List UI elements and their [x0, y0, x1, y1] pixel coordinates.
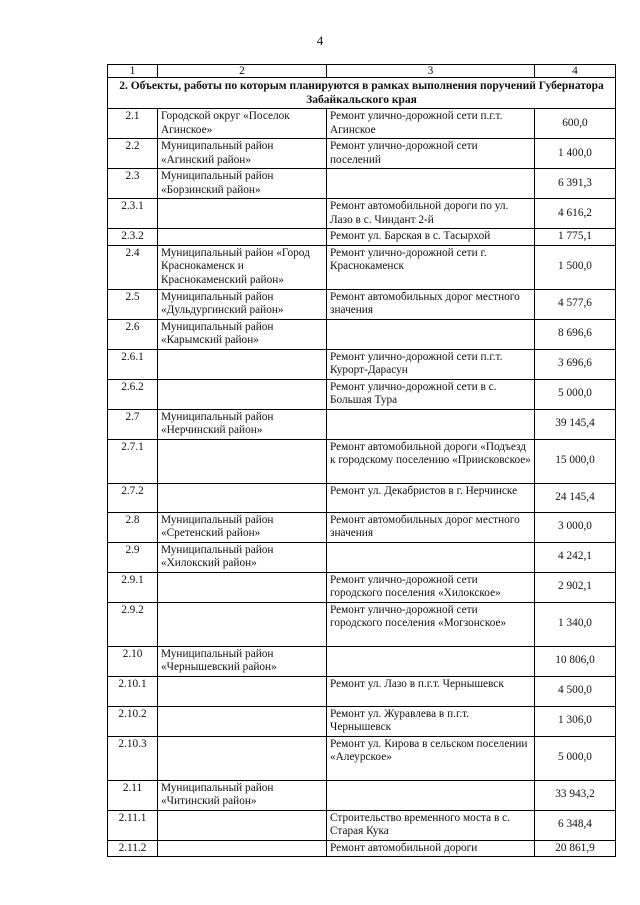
work-description — [327, 542, 535, 572]
district-name: Муниципальный район «Дульдургинский район» — [158, 289, 327, 319]
district-name — [158, 736, 327, 780]
row-number: 2.6.1 — [108, 349, 158, 379]
work-description: Ремонт автомобильных дорог местного значения — [327, 289, 535, 319]
work-description — [327, 409, 535, 439]
amount-value: 6 348,4 — [535, 810, 616, 840]
amount-value: 8 696,6 — [535, 319, 616, 349]
amount-value: 5 000,0 — [535, 379, 616, 409]
amount-value: 24 145,4 — [535, 483, 616, 512]
amount-value: 1 400,0 — [535, 139, 616, 169]
work-description: Ремонт ул. Кирова в сельском поселении «Алеурское» — [327, 736, 535, 780]
work-description: Ремонт улично-дорожной сети городского поселения «Могзонское» — [327, 602, 535, 646]
column-number: 1 — [108, 65, 158, 78]
work-description — [327, 780, 535, 810]
work-description — [327, 169, 535, 199]
district-name — [158, 349, 327, 379]
work-description: Ремонт улично-дорожной сети п.г.т. Курорт-Дарасун — [327, 349, 535, 379]
amount-value: 3 000,0 — [535, 512, 616, 542]
district-name: Городской округ «Поселок Агинское» — [158, 109, 327, 139]
work-description: Ремонт ул. Декабристов в г. Нерчинске — [327, 483, 535, 512]
amount-value: 4 500,0 — [535, 676, 616, 706]
row-number: 2.7.1 — [108, 439, 158, 483]
row-number: 2.11.1 — [108, 810, 158, 840]
row-number: 2.4 — [108, 245, 158, 289]
table-row — [108, 572, 616, 602]
row-number: 2.11 — [108, 780, 158, 810]
work-description — [327, 319, 535, 349]
row-number: 2.7 — [108, 409, 158, 439]
work-description: Ремонт автомобильной дороги по ул. Лазо в с. Чиндант 2-й — [327, 199, 535, 229]
amount-value: 4 242,1 — [535, 542, 616, 572]
district-name: Муниципальный район «Борзинский район» — [158, 169, 327, 199]
amount-value: 6 391,3 — [535, 169, 616, 199]
work-description: Ремонт автомобильной дороги — [327, 840, 535, 857]
table-row — [108, 439, 616, 483]
district-name — [158, 379, 327, 409]
row-number: 2.8 — [108, 512, 158, 542]
work-description: Строительство временного моста в с. Старая Кука — [327, 810, 535, 840]
district-name — [158, 229, 327, 246]
district-name: Муниципальный район «Нерчинский район» — [158, 409, 327, 439]
district-name: Муниципальный район «Чернышевский район» — [158, 646, 327, 676]
row-number: 2.10 — [108, 646, 158, 676]
district-name: Муниципальный район «Карымский район» — [158, 319, 327, 349]
row-number: 2.10.3 — [108, 736, 158, 780]
amount-value: 2 902,1 — [535, 572, 616, 602]
table-row — [108, 349, 616, 379]
amount-value: 5 000,0 — [535, 736, 616, 780]
table-row — [108, 245, 616, 289]
row-number: 2.9.1 — [108, 572, 158, 602]
table-row — [108, 229, 616, 246]
row-number: 2.6.2 — [108, 379, 158, 409]
table-row — [108, 706, 616, 736]
table-row — [108, 810, 616, 840]
district-name — [158, 483, 327, 512]
district-name: Муниципальный район «Город Краснокаменск и Краснокаменский район» — [158, 245, 327, 289]
amount-value: 1 306,0 — [535, 706, 616, 736]
page-number: 4 — [316, 33, 324, 48]
district-name: Муниципальный район «Читинский район» — [158, 780, 327, 810]
amount-value: 4 577,6 — [535, 289, 616, 319]
district-name — [158, 439, 327, 483]
row-number: 2.5 — [108, 289, 158, 319]
amount-value: 3 696,6 — [535, 349, 616, 379]
table-row — [108, 319, 616, 349]
table-row — [108, 512, 616, 542]
amount-value: 20 861,9 — [535, 840, 616, 857]
work-description: Ремонт автомобильной дороги «Подъезд к городскому поселению «Приисковское» — [327, 439, 535, 483]
work-description: Ремонт автомобильных дорог местного значения — [327, 512, 535, 542]
row-number: 2.7.2 — [108, 483, 158, 512]
district-name — [158, 676, 327, 706]
table-row — [108, 289, 616, 319]
amount-value: 4 616,2 — [535, 199, 616, 229]
table-row — [108, 602, 616, 646]
table-row — [108, 780, 616, 810]
district-name — [158, 199, 327, 229]
table-row — [108, 736, 616, 780]
table-row — [108, 109, 616, 139]
amount-value: 600,0 — [535, 109, 616, 139]
table-row — [108, 409, 616, 439]
table-row — [108, 676, 616, 706]
work-description: Ремонт ул. Лазо в п.г.т. Чернышевск — [327, 676, 535, 706]
row-number: 2.3.1 — [108, 199, 158, 229]
amount-value: 1 775,1 — [535, 229, 616, 246]
section-title: 2. Объекты, работы по которым планируются в рамках выполнения поручений Губернатора Забайкальского края — [108, 78, 616, 109]
district-name — [158, 602, 327, 646]
amount-value: 10 806,0 — [535, 646, 616, 676]
column-number: 4 — [535, 65, 616, 78]
work-description: Ремонт улично-дорожной сети в с. Большая Тура — [327, 379, 535, 409]
work-description: Ремонт улично-дорожной сети городского поселения «Хилокское» — [327, 572, 535, 602]
row-number: 2.11.2 — [108, 840, 158, 857]
table-row — [108, 840, 616, 857]
work-description: Ремонт улично-дорожной сети г. Краснокаменск — [327, 245, 535, 289]
row-number: 2.3 — [108, 169, 158, 199]
table-row — [108, 169, 616, 199]
amount-value: 1 340,0 — [535, 602, 616, 646]
district-name — [158, 840, 327, 857]
work-description: Ремонт улично-дорожной сети поселений — [327, 139, 535, 169]
table-row — [108, 199, 616, 229]
column-number: 2 — [158, 65, 327, 78]
amount-value: 15 000,0 — [535, 439, 616, 483]
section-header-row — [108, 78, 616, 109]
district-name: Муниципальный район «Сретенский район» — [158, 512, 327, 542]
row-number: 2.6 — [108, 319, 158, 349]
row-number: 2.3.2 — [108, 229, 158, 246]
objects-table — [107, 64, 616, 857]
row-number: 2.10.1 — [108, 676, 158, 706]
column-number-row — [108, 65, 616, 78]
district-name: Муниципальный район «Агинский район» — [158, 139, 327, 169]
column-number: 3 — [327, 65, 535, 78]
table-row — [108, 542, 616, 572]
row-number: 2.2 — [108, 139, 158, 169]
table-row — [108, 483, 616, 512]
work-description: Ремонт улично-дорожной сети п.г.т. Агинское — [327, 109, 535, 139]
row-number: 2.9 — [108, 542, 158, 572]
row-number: 2.1 — [108, 109, 158, 139]
row-number: 2.10.2 — [108, 706, 158, 736]
row-number: 2.9.2 — [108, 602, 158, 646]
district-name: Муниципальный район «Хилокский район» — [158, 542, 327, 572]
table-row — [108, 139, 616, 169]
work-description — [327, 646, 535, 676]
table-row — [108, 379, 616, 409]
amount-value: 33 943,2 — [535, 780, 616, 810]
amount-value: 39 145,4 — [535, 409, 616, 439]
amount-value: 1 500,0 — [535, 245, 616, 289]
district-name — [158, 706, 327, 736]
table-row — [108, 646, 616, 676]
district-name — [158, 810, 327, 840]
work-description: Ремонт ул. Барская в с. Тасырхой — [327, 229, 535, 246]
district-name — [158, 572, 327, 602]
work-description: Ремонт ул. Журавлева в п.г.т. Чернышевск — [327, 706, 535, 736]
